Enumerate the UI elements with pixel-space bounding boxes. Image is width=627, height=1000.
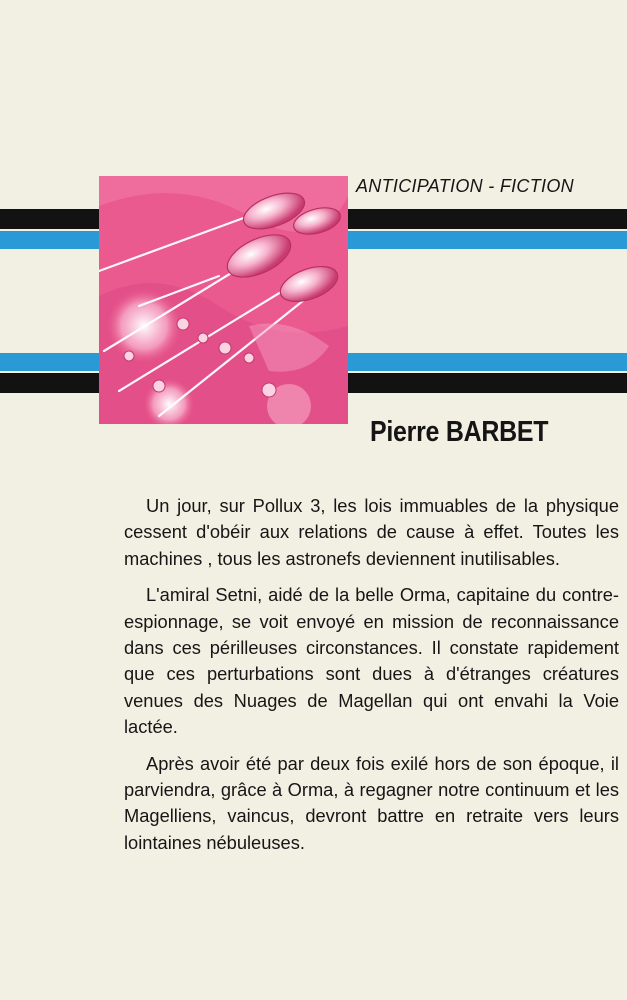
blurb-paragraph: Après avoir été par deux fois exilé hors de son époque, il parviendra, grâce à Orma, à regagner notre continuum et les Magelliens, vaincus, devront battre en retraite vers leurs lointaines nébuleuses.: [124, 752, 619, 853]
spaceships-illustration: [99, 176, 348, 424]
blurb: [124, 493, 619, 866]
blurb-paragraph: L'amiral Setni, aidé de la belle Orma, capitaine du contre-espionnage, se voit envoyé en mission de reconnaissance dans ces périlleuses circonstances. Il constate rapidement que ces perturbations sont dues à d'étranges créatures venues des Nuages de Magellan qui ont envahi la Voie lactée.: [124, 584, 619, 738]
blurb-paragraph: Un jour, sur Pollux 3, les lois immuables de la physique cessent d'obéir aux relations de cause à effet. Toutes les machines , tous les astronefs deviennent inutilisables.: [124, 495, 619, 569]
series-label: ANTICIPATION - FICTION: [356, 176, 574, 196]
author-name: Pierre BARBET: [370, 416, 549, 448]
illustration-graphic: [99, 176, 348, 424]
